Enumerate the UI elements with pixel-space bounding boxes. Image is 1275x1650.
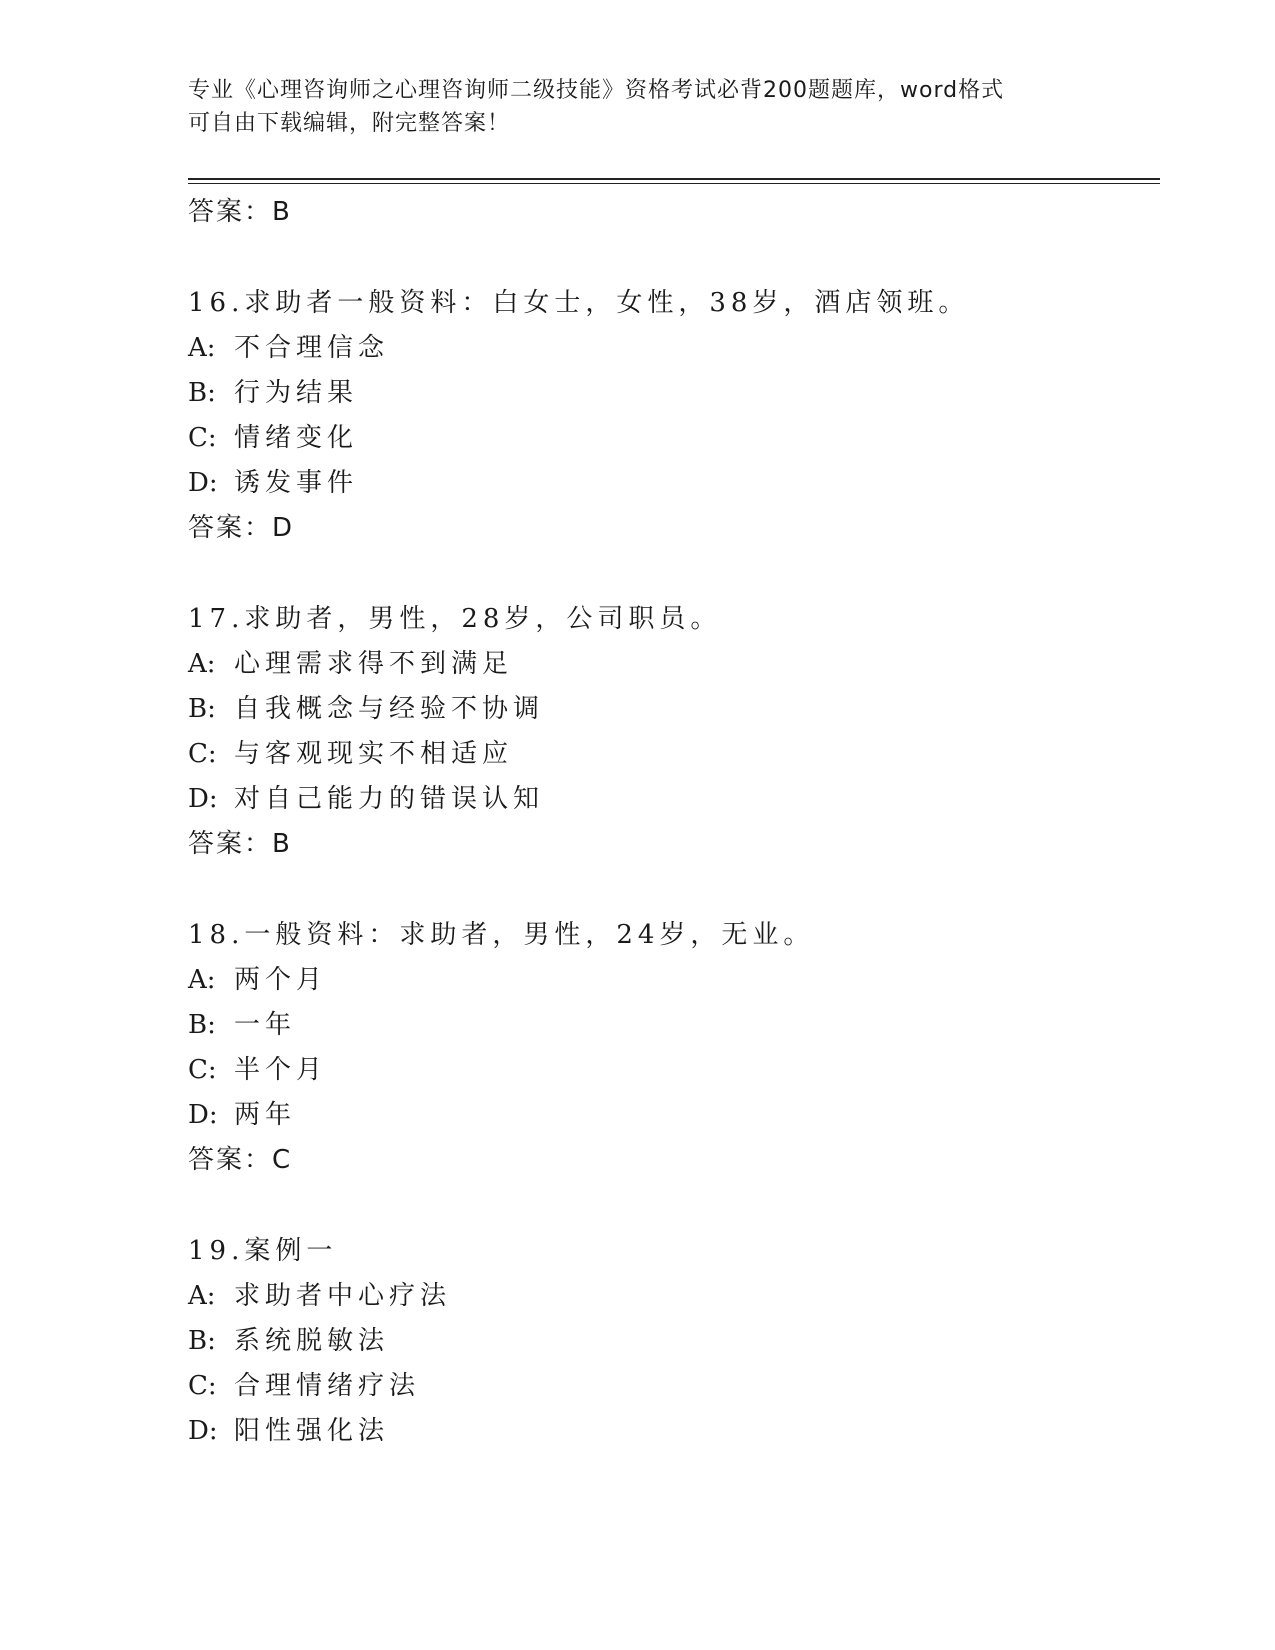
option-text: 合理情绪疗法 — [234, 1371, 421, 1401]
option-text: 一年 — [234, 1010, 297, 1040]
option-key: C: — [188, 1371, 217, 1401]
page-header — [188, 74, 1088, 140]
option-c — [188, 732, 1148, 777]
spacer — [188, 1183, 1148, 1229]
option-a — [188, 958, 1148, 1003]
answer-line — [188, 1138, 1148, 1183]
option-text: 两个月 — [234, 965, 328, 995]
option-a — [188, 326, 1148, 371]
option-text: 行为结果 — [234, 378, 359, 408]
option-text: 情绪变化 — [234, 423, 359, 453]
option-text: 不合理信念 — [234, 333, 390, 363]
option-b — [188, 371, 1148, 416]
option-d — [188, 777, 1148, 822]
option-c — [188, 416, 1148, 461]
question-stem: 18.一般资料：求助者，男性，24岁，无业。 — [188, 920, 815, 950]
answer-label: 答案： — [188, 197, 273, 227]
option-text: 求助者中心疗法 — [234, 1281, 452, 1311]
option-text: 半个月 — [234, 1055, 328, 1085]
question-list — [188, 190, 1148, 1454]
option-key: D: — [188, 1100, 218, 1130]
option-key: A: — [188, 1281, 216, 1311]
option-text: 自我概念与经验不协调 — [234, 694, 545, 724]
option-key: D: — [188, 468, 218, 498]
answer-value: B — [272, 829, 291, 859]
option-text: 心理需求得不到满足 — [234, 649, 514, 679]
option-b — [188, 1319, 1148, 1364]
option-key: B: — [188, 378, 216, 408]
answer-value: B — [272, 197, 291, 227]
option-key: B: — [188, 1010, 216, 1040]
option-c — [188, 1364, 1148, 1409]
question-stem: 16.求助者一般资料：白女士，女性，38岁，酒店领班。 — [188, 288, 970, 318]
spacer — [188, 235, 1148, 281]
option-text: 与客观现实不相适应 — [234, 739, 514, 769]
question-stem: 17.求助者，男性，28岁，公司职员。 — [188, 604, 722, 634]
option-d — [188, 461, 1148, 506]
option-text: 两年 — [234, 1100, 297, 1130]
question-stem: 19.案例一 — [188, 1236, 338, 1266]
header-line-2: 可自由下载编辑，附完整答案！ — [188, 111, 511, 136]
header-divider — [188, 178, 1160, 180]
answer-value: C — [272, 1145, 292, 1175]
option-text: 系统脱敏法 — [234, 1326, 390, 1356]
option-key: A: — [188, 333, 216, 363]
option-c — [188, 1048, 1148, 1093]
option-text: 诱发事件 — [234, 468, 359, 498]
option-key: C: — [188, 739, 217, 769]
answer-label: 答案： — [188, 1145, 273, 1175]
header-line-1: 专业《心理咨询师之心理咨询师二级技能》资格考试必背200题题库，word格式 — [188, 78, 1005, 103]
option-key: C: — [188, 423, 217, 453]
answer-line — [188, 822, 1148, 867]
option-a — [188, 1274, 1148, 1319]
option-b — [188, 687, 1148, 732]
option-key: D: — [188, 784, 218, 814]
option-text: 对自己能力的错误认知 — [234, 784, 545, 814]
answer-line — [188, 506, 1148, 551]
option-text: 阳性强化法 — [234, 1416, 390, 1446]
option-a — [188, 642, 1148, 687]
option-d — [188, 1409, 1148, 1454]
answer-line — [188, 190, 1148, 235]
header-divider-thin — [188, 183, 1160, 184]
option-key: A: — [188, 649, 216, 679]
spacer — [188, 551, 1148, 597]
option-key: D: — [188, 1416, 218, 1446]
answer-label: 答案： — [188, 829, 273, 859]
option-key: B: — [188, 694, 216, 724]
option-key: A: — [188, 965, 216, 995]
option-d — [188, 1093, 1148, 1138]
option-key: B: — [188, 1326, 216, 1356]
option-b — [188, 1003, 1148, 1048]
answer-label: 答案： — [188, 513, 273, 543]
spacer — [188, 867, 1148, 913]
option-key: C: — [188, 1055, 217, 1085]
answer-value: D — [272, 513, 294, 543]
